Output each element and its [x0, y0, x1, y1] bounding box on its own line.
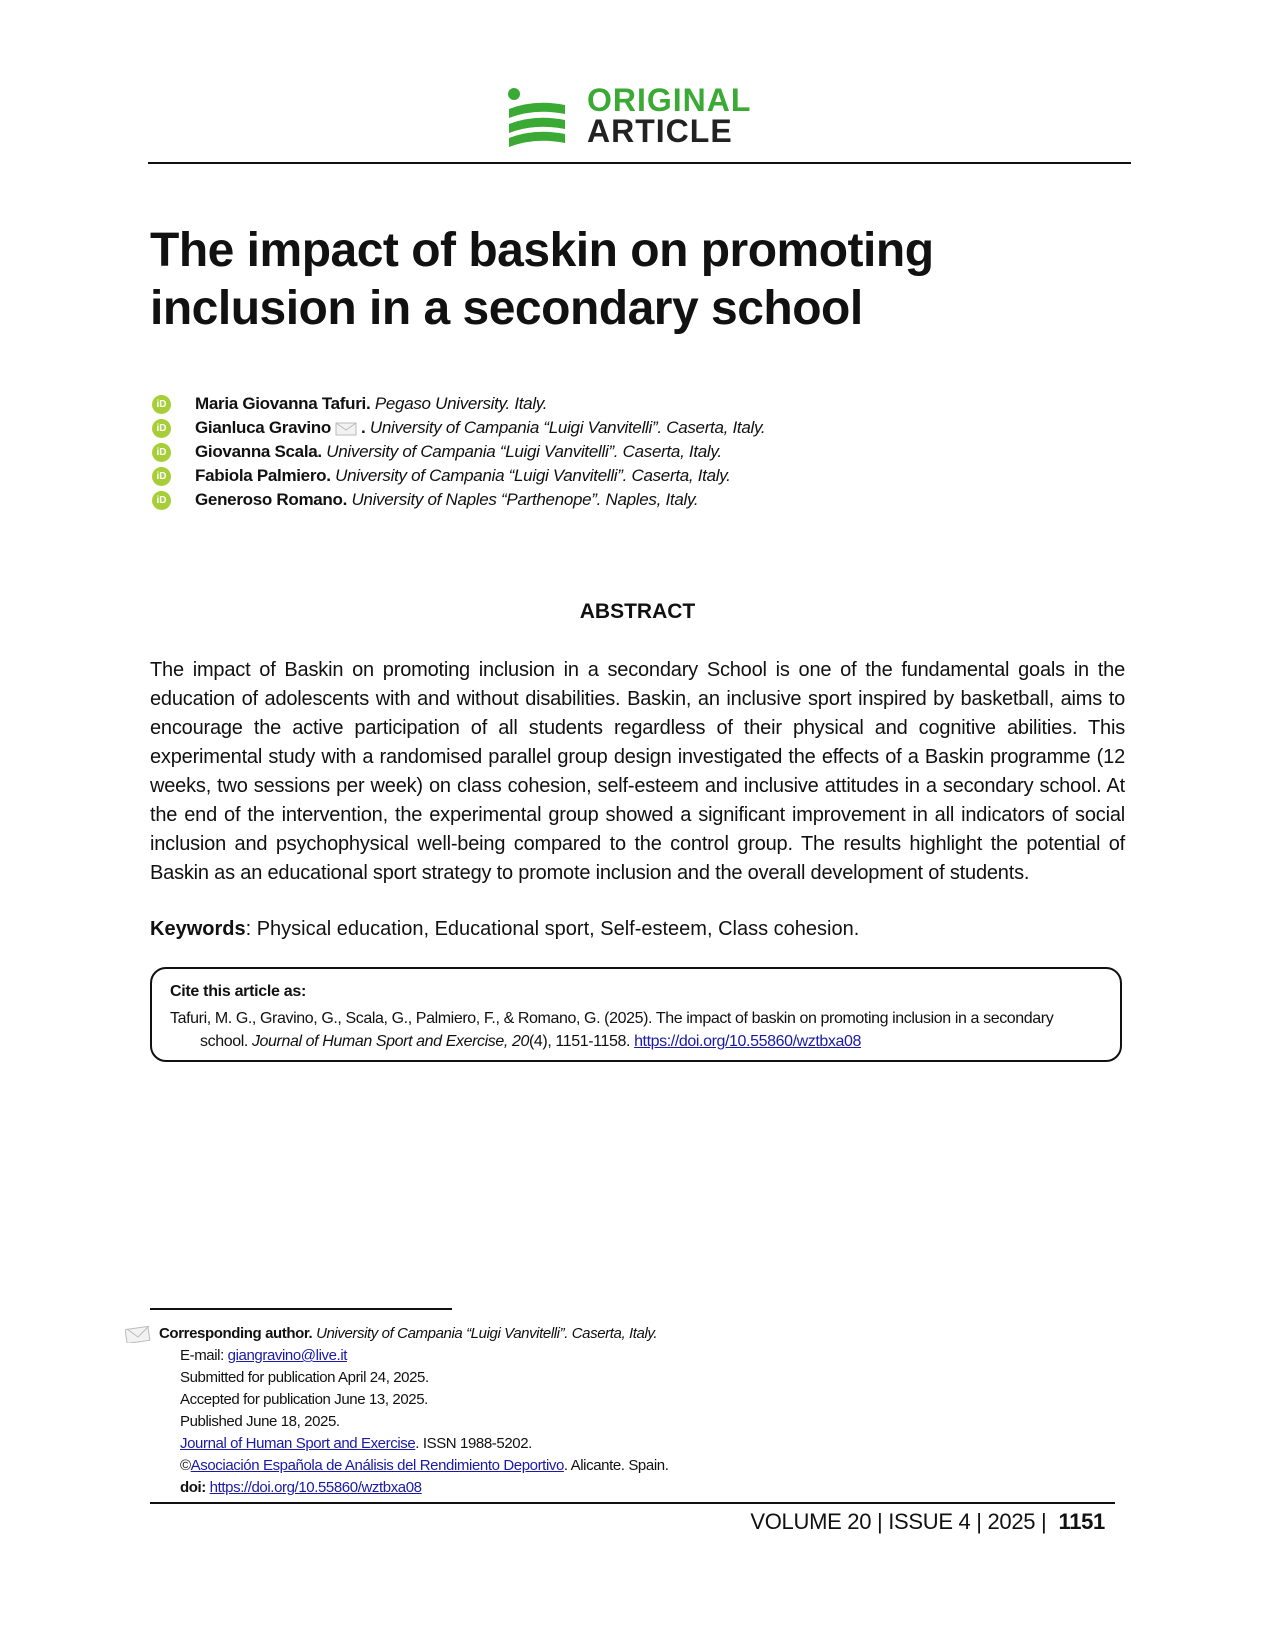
footnote-details — [125, 1345, 925, 1499]
journal-line — [180, 1433, 925, 1455]
citation-text — [170, 1007, 1105, 1053]
accepted-date: Accepted for publication June 13, 2025. — [180, 1391, 428, 1408]
corresponding-affiliation: University of Campania “Luigi Vanvitelli”. Caserta, Italy. — [316, 1325, 658, 1342]
keywords — [150, 915, 1125, 944]
issn: . ISSN 1988-5202. — [415, 1435, 532, 1452]
author-list — [152, 392, 1052, 512]
author-name — [195, 464, 731, 488]
logo-line-original: ORIGINAL — [587, 82, 752, 118]
keywords-list: : Physical education, Educational sport, Self-esteem, Class cohesion. — [245, 918, 860, 940]
submitted-date: Submitted for publication April 24, 2025. — [180, 1369, 429, 1386]
page-number: 1151 — [1058, 1509, 1105, 1534]
author-affiliation: University of Campania “Luigi Vanvitelli”. Caserta, Italy. — [326, 442, 722, 461]
citation-issue: (4), 1151-1158. — [528, 1033, 631, 1050]
author-name-text: Giovanna Scala. — [195, 442, 322, 461]
citation-journal: Journal of Human Sport and Exercise, 20 — [251, 1033, 529, 1050]
author-row — [152, 416, 1052, 440]
author-name-text: Fabiola Palmiero. — [195, 466, 331, 485]
volume-info: VOLUME 20 | ISSUE 4 | 2025 | — [750, 1509, 1047, 1534]
association-location: . Alicante. Spain. — [563, 1457, 669, 1474]
orcid-icon[interactable]: iD — [152, 443, 171, 462]
logo-stripes-icon — [505, 87, 567, 147]
author-name-text: Generoso Romano. — [195, 490, 348, 509]
author-row — [152, 464, 1052, 488]
original-article-logo — [505, 82, 775, 149]
author-separator: . — [360, 418, 366, 437]
corresponding-label: Corresponding author. — [159, 1325, 313, 1342]
envelope-icon — [125, 1325, 151, 1343]
author-row — [152, 440, 1052, 464]
citation-line-1: Tafuri, M. G., Gravino, G., Scala, G., Palmiero, F., & Romano, G. (2025). The impact of baskin on promoting inclusion in a secondary — [170, 1010, 1054, 1027]
doi-link[interactable]: https://doi.org/10.55860/wztbxa08 — [209, 1479, 422, 1496]
association-link[interactable]: Asociación Española de Análisis del Rendimiento Deportivo — [190, 1457, 564, 1474]
abstract-body: The impact of Baskin on promoting inclusion in a secondary School is one of the fundamental goals in the education of adolescents with and without disabilities. Baskin, an inclusive sport inspired by basketball, aims to encourage the active participation of all students regardless of their physical and cognitive abilities. This experimental study with a randomised parallel group design investigated the effects of a Baskin programme (12 weeks, two sessions per week) on class cohesion, self-esteem and inclusive attitudes in a secondary school. At the end of the intervention, the experimental group showed a significant improvement in all indicators of social inclusion and psychophysical well-being compared to the control group. The results highlight the potential of Baskin as an educational sport strategy to promote inclusion and the overall development of students. — [150, 659, 1125, 884]
logo-text — [587, 82, 752, 149]
author-name-text: Maria Giovanna Tafuri. — [195, 394, 371, 413]
keywords-label: Keywords — [150, 918, 246, 940]
author-name — [195, 392, 547, 416]
author-affiliation: Pegaso University. Italy. — [374, 394, 548, 413]
copyright-line — [180, 1455, 925, 1477]
author-row — [152, 488, 1052, 512]
page-footer — [750, 1509, 1105, 1535]
author-row — [152, 392, 1052, 416]
journal-link[interactable]: Journal of Human Sport and Exercise — [180, 1435, 416, 1452]
logo-line-article: ARTICLE — [587, 113, 733, 149]
author-affiliation: University of Campania “Luigi Vanvitelli”. Caserta, Italy. — [369, 418, 766, 437]
abstract-heading: ABSTRACT — [579, 600, 696, 623]
envelope-icon — [335, 422, 357, 436]
article-title: The impact of baskin on promoting inclusion in a secondary school — [150, 224, 934, 335]
citation-doi-link[interactable]: https://doi.org/10.55860/wztbxa08 — [634, 1033, 862, 1050]
author-name-text: Gianluca Gravino — [195, 418, 331, 437]
footer-divider — [150, 1502, 1115, 1504]
corresponding-author — [125, 1323, 925, 1345]
orcid-icon[interactable]: iD — [152, 467, 171, 486]
author-name — [195, 416, 765, 440]
footnote — [125, 1323, 925, 1499]
email-label: E-mail: — [180, 1347, 224, 1364]
doi-label: doi: — [180, 1479, 206, 1496]
orcid-icon[interactable]: iD — [152, 491, 171, 510]
author-name — [195, 488, 698, 512]
published-date: Published June 18, 2025. — [180, 1413, 340, 1430]
header-divider — [148, 162, 1131, 164]
email-line — [180, 1345, 925, 1367]
citation-heading: Cite this article as: — [170, 983, 306, 1000]
author-affiliation: University of Campania “Luigi Vanvitelli”. Caserta, Italy. — [335, 466, 731, 485]
footnote-divider — [150, 1308, 452, 1310]
author-name — [195, 440, 722, 464]
doi-line — [180, 1477, 925, 1499]
orcid-icon[interactable]: iD — [152, 419, 171, 438]
citation-box — [150, 967, 1122, 1062]
author-affiliation: University of Naples “Parthenope”. Naples, Italy. — [351, 490, 699, 509]
email-link[interactable]: giangravino@live.it — [227, 1347, 348, 1364]
copyright-symbol: © — [180, 1457, 191, 1474]
orcid-icon[interactable]: iD — [152, 395, 171, 414]
citation-line-2 — [170, 1030, 1105, 1053]
citation-school: school. — [200, 1033, 248, 1050]
